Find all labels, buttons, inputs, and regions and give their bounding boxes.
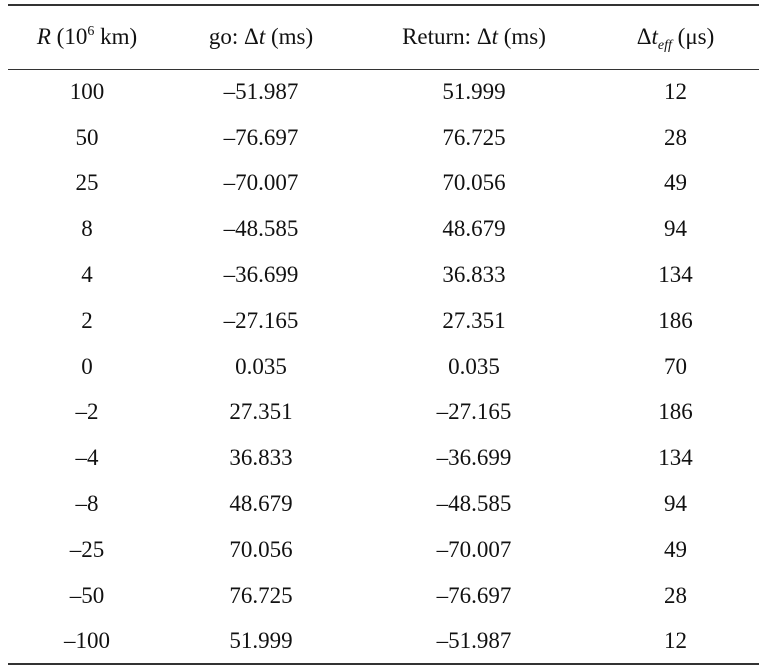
cell-return: –48.585 bbox=[436, 491, 512, 517]
cell-eff: 70 bbox=[664, 353, 687, 379]
header-go-var: t bbox=[258, 24, 266, 50]
table-row bbox=[8, 573, 759, 619]
cell-eff: 134 bbox=[658, 445, 693, 471]
cell-go: 36.833 bbox=[229, 445, 293, 471]
cell-go: –48.585 bbox=[223, 216, 299, 242]
table-row bbox=[8, 115, 759, 161]
cell-go: –36.699 bbox=[223, 262, 299, 288]
table-row bbox=[8, 435, 759, 481]
cell-r: –50 bbox=[69, 582, 105, 608]
table-row bbox=[8, 298, 759, 344]
cell-go: –51.987 bbox=[223, 79, 299, 105]
table-body bbox=[8, 69, 759, 664]
cell-r: 50 bbox=[75, 124, 99, 150]
header-dt-eff bbox=[592, 5, 759, 69]
table-row bbox=[8, 481, 759, 527]
cell-return: 70.056 bbox=[442, 170, 506, 196]
header-r-sup: 6 bbox=[87, 24, 95, 40]
cell-r: 8 bbox=[81, 216, 93, 242]
cell-return: –70.007 bbox=[436, 536, 512, 562]
cell-go: –27.165 bbox=[223, 307, 299, 333]
header-r-post: km) bbox=[94, 24, 138, 50]
cell-eff: 49 bbox=[664, 536, 687, 562]
cell-go: 0.035 bbox=[235, 353, 287, 379]
cell-r: –25 bbox=[69, 536, 105, 562]
header-go-dt bbox=[166, 5, 356, 69]
header-return-pre: Return: Δ bbox=[402, 24, 492, 50]
header-row bbox=[8, 5, 759, 69]
cell-return: –76.697 bbox=[436, 582, 512, 608]
cell-r: 2 bbox=[81, 307, 93, 333]
cell-r: –8 bbox=[75, 491, 99, 517]
data-table bbox=[8, 4, 759, 665]
header-go-post: (ms) bbox=[265, 24, 314, 50]
header-r-var: R bbox=[36, 24, 51, 50]
cell-return: –27.165 bbox=[436, 399, 512, 425]
header-eff-sub: eff bbox=[657, 38, 672, 54]
cell-eff: 134 bbox=[658, 262, 693, 288]
table-row bbox=[8, 390, 759, 436]
table-row bbox=[8, 527, 759, 573]
cell-return: 36.833 bbox=[442, 262, 506, 288]
cell-r: 100 bbox=[69, 79, 105, 105]
cell-eff: 12 bbox=[592, 619, 759, 665]
header-eff-pre: Δ bbox=[636, 24, 652, 50]
table-row bbox=[8, 206, 759, 252]
cell-return: 51.999 bbox=[442, 79, 506, 105]
table-header bbox=[8, 5, 759, 69]
header-go-pre: go: Δ bbox=[208, 24, 259, 50]
cell-return: 48.679 bbox=[442, 216, 506, 242]
cell-eff: 49 bbox=[664, 170, 687, 196]
header-return-dt bbox=[356, 5, 592, 69]
cell-eff: 94 bbox=[664, 491, 687, 517]
cell-go: 48.679 bbox=[229, 491, 293, 517]
cell-r: 4 bbox=[81, 262, 93, 288]
table-row bbox=[8, 619, 759, 665]
cell-eff: 94 bbox=[664, 216, 687, 242]
cell-r: 0 bbox=[81, 353, 93, 379]
cell-return: –51.987 bbox=[356, 619, 592, 665]
cell-go: 76.725 bbox=[229, 582, 293, 608]
header-eff-var: t bbox=[651, 24, 658, 50]
cell-r: –2 bbox=[75, 399, 99, 425]
cell-go: 27.351 bbox=[229, 399, 293, 425]
table-row bbox=[8, 69, 759, 115]
cell-eff: 186 bbox=[658, 399, 693, 425]
cell-r: –4 bbox=[75, 445, 99, 471]
cell-return: 27.351 bbox=[442, 307, 506, 333]
table-row bbox=[8, 344, 759, 390]
cell-go: –70.007 bbox=[223, 170, 299, 196]
header-eff-post: (μs) bbox=[671, 24, 715, 50]
table-row bbox=[8, 252, 759, 298]
header-r-distance bbox=[8, 5, 166, 69]
cell-return: 76.725 bbox=[442, 124, 506, 150]
cell-eff: 12 bbox=[664, 79, 687, 105]
cell-go: 51.999 bbox=[166, 619, 356, 665]
table-row bbox=[8, 161, 759, 207]
cell-return: 0.035 bbox=[448, 353, 500, 379]
cell-r: –100 bbox=[8, 619, 166, 665]
cell-eff: 28 bbox=[664, 582, 687, 608]
cell-eff: 186 bbox=[658, 307, 693, 333]
cell-eff: 28 bbox=[664, 124, 687, 150]
cell-return: –36.699 bbox=[436, 445, 512, 471]
header-return-post: (ms) bbox=[498, 24, 546, 50]
header-r-pre: (10 bbox=[50, 24, 88, 50]
cell-go: –76.697 bbox=[223, 124, 299, 150]
cell-r: 25 bbox=[75, 170, 99, 196]
header-return-var: t bbox=[491, 24, 498, 50]
cell-go: 70.056 bbox=[229, 536, 293, 562]
